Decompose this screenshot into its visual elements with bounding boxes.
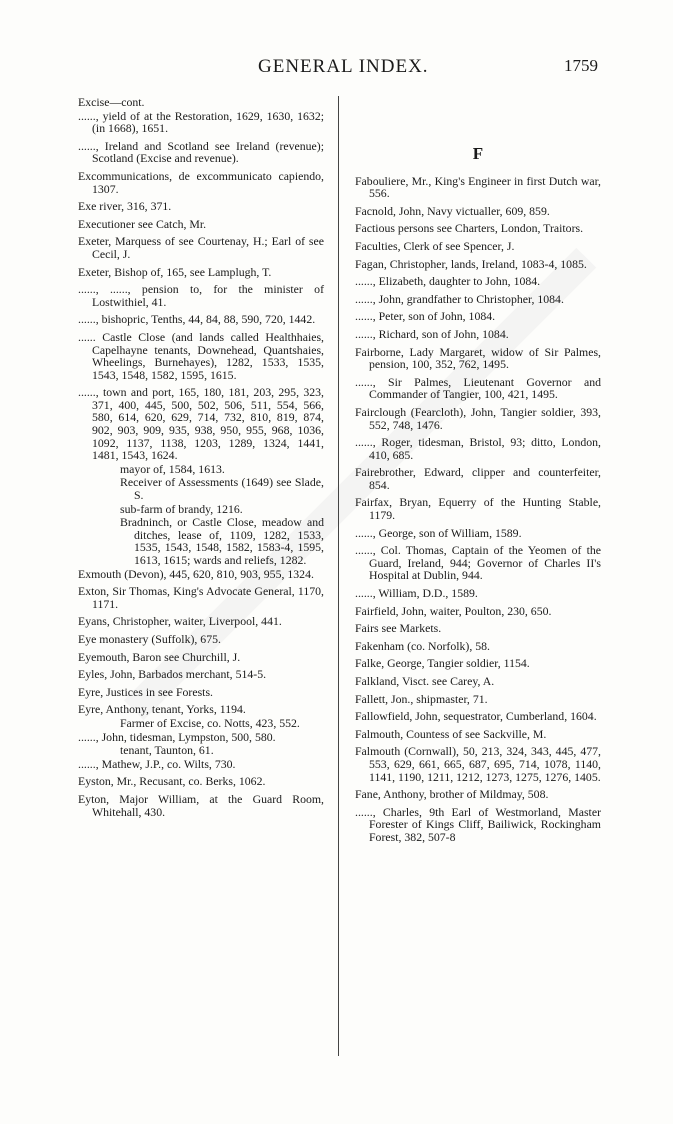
index-entry: ......, Peter, son of John, 1084. <box>355 309 496 324</box>
index-entry: ......, Charles, 9th Earl of Westmorland, Master Forester of Kings Cliff, Bailiwick, Rockingham Forest, 382, 507-8 <box>355 804 601 844</box>
index-entry: Eyton, Major William, at the Guard Room, Whitehall, 430. <box>78 791 324 819</box>
index-entry: ...... Castle Close (and lands called Healthhaies, Capelhayne tenants, Downehead, Quantshaies, Wheelings, Burnehayes), 1282, 1533, 1535, 1543, 1548, 1582, 1595, 1615. <box>78 329 324 382</box>
index-entry: ......, ......, pension to, for the minister of Lostwithiel, 41. <box>78 282 324 309</box>
index-entry: ......, John, grandfather to Christopher, 1084. <box>355 291 564 306</box>
index-entry: Eyans, Christopher, waiter, Liverpool, 441. <box>78 614 282 629</box>
index-entry: ......, bishopric, Tenths, 44, 84, 88, 590, 720, 1442. <box>78 312 316 327</box>
right-column <box>355 96 601 849</box>
index-entry: Falkland, Visct. see Carey, A. <box>355 674 495 688</box>
index-entry: Exeter, Bishop of, 165, see Lamplugh, T. <box>78 264 272 279</box>
index-entry: Fairborne, Lady Margaret, widow of Sir Palmes, pension, 100, 352, 762, 1495. <box>355 344 601 372</box>
index-entry: Receiver of Assessments (1649) see Slade, S. <box>120 475 324 503</box>
column-divider <box>338 96 339 1056</box>
index-entry: Fallowfield, John, sequestrator, Cumberland, 1604. <box>355 709 597 724</box>
index-entry: Fairfax, Bryan, Equerry of the Hunting Stable, 1179. <box>355 495 601 523</box>
index-entry: ......, William, D.D., 1589. <box>355 586 478 601</box>
section-letter: F <box>472 144 484 163</box>
index-entry: ......, Richard, son of John, 1084. <box>355 326 509 341</box>
page-number: 1759 <box>564 56 598 75</box>
index-entry: Falmouth (Cornwall), 50, 213, 324, 343, 445, 477, 553, 629, 661, 665, 687, 695, 714, 1078, 1140, 1141, 1190, 1211, 1212, 1273, 1275, 1276, 1405. <box>355 744 601 784</box>
index-entry: ......, yield of at the Restoration, 1629, 1630, 1632; (in 1668), 1651. <box>78 108 324 136</box>
index-entry: Fane, Anthony, brother of Mildmay, 508. <box>355 787 549 802</box>
index-entry: Fairclough (Fearcloth), John, Tangier soldier, 393, 552, 748, 1476. <box>355 404 601 432</box>
index-entry: Factious persons see Charters, London, Traitors. <box>355 221 584 236</box>
index-entry: Excommunications, de excommunicato capiendo, 1307. <box>78 168 324 196</box>
page-header <box>78 56 598 82</box>
index-entry: ......, town and port, 165, 180, 181, 203, 295, 323, 371, 400, 445, 500, 502, 506, 511, 554, 566, 580, 614, 620, 629, 714, 732, 810, 819, 874, 902, 903, 909, 935, 938, 950, 955, 968, 1036, 1092, 1137, 1138, 1203, 1289, 1324, 1441, 1481, 1543, 1624. <box>78 385 324 463</box>
index-entry: Eyre, Justices in see Forests. <box>78 684 213 699</box>
index-entry: Fakenham (co. Norfolk), 58. <box>355 638 490 653</box>
index-entry: Facnold, John, Navy victualler, 609, 859. <box>355 203 550 218</box>
right-entries <box>355 175 601 844</box>
index-entry: Eye monastery (Suffolk), 675. <box>78 631 221 646</box>
index-entry: tenant, Taunton, 61. <box>120 743 214 758</box>
index-entry: ......, Col. Thomas, Captain of the Yeomen of the Guard, Ireland, 944; Governor of Charles II's Hospital at Dublin, 944. <box>355 543 601 583</box>
index-entry: ......, John, tidesman, Lympston, 500, 580. <box>78 729 276 744</box>
index-entry: Fairs see Markets. <box>355 621 442 636</box>
index-entry: Exmouth (Devon), 445, 620, 810, 903, 955, 1324. <box>78 566 314 581</box>
index-entry: Exe river, 316, 371. <box>78 199 172 214</box>
index-entry: ......, George, son of William, 1589. <box>355 525 522 540</box>
index-entry: Falmouth, Countess of see Sackville, M. <box>355 726 547 741</box>
index-entry: Excise—cont. <box>78 95 145 109</box>
index-entry: mayor of, 1584, 1613. <box>120 461 225 476</box>
index-entry: Eyre, Anthony, tenant, Yorks, 1194. <box>78 702 246 717</box>
index-entry: ......, Elizabeth, daughter to John, 1084. <box>355 274 541 289</box>
index-entry: Fairfield, John, waiter, Poulton, 230, 650. <box>355 603 552 618</box>
index-entry: Fagan, Christopher, lands, Ireland, 1083-4, 1085. <box>355 256 587 271</box>
index-entry: ......, Mathew, J.P., co. Wilts, 730. <box>78 756 236 771</box>
index-entry: Bradninch, or Castle Close, meadow and ditches, lease of, 1109, 1282, 1533, 1535, 1543, 1548, 1582, 1583-4, 1595, 1613, 1615; wards and reliefs, 1282. <box>120 515 324 567</box>
index-entry: Executioner see Catch, Mr. <box>78 216 207 231</box>
index-entry: Fabouliere, Mr., King's Engineer in first Dutch war, 556. <box>355 173 601 201</box>
index-entry: sub-farm of brandy, 1216. <box>120 501 243 516</box>
index-entry: Fairebrother, Edward, clipper and counterfeiter, 854. <box>355 465 601 492</box>
index-entry: Eyston, Mr., Recusant, co. Berks, 1062. <box>78 774 266 789</box>
index-entry: Eyles, John, Barbados merchant, 514-5. <box>78 667 267 682</box>
index-entry: Falke, George, Tangier soldier, 1154. <box>355 656 530 671</box>
running-title: GENERAL INDEX. <box>258 56 429 77</box>
index-entry: Exeter, Marquess of see Courtenay, H.; Earl of see Cecil, J. <box>78 234 324 261</box>
index-entry: ......, Roger, tidesman, Bristol, 93; ditto, London, 410, 685. <box>355 435 601 462</box>
index-entry: Farmer of Excise, co. Notts, 423, 552. <box>120 715 300 730</box>
index-entry: Eyemouth, Baron see Churchill, J. <box>78 649 241 664</box>
left-column <box>78 96 324 823</box>
index-entry: ......, Sir Palmes, Lieutenant Governor and Commander of Tangier, 100, 421, 1495. <box>355 374 601 402</box>
index-entry: Faculties, Clerk of see Spencer, J. <box>355 238 515 253</box>
index-entry: Fallett, Jon., shipmaster, 71. <box>355 691 488 706</box>
index-entry: Exton, Sir Thomas, King's Advocate General, 1170, 1171. <box>78 584 324 611</box>
index-entry: ......, Ireland and Scotland see Ireland (revenue); Scotland (Excise and revenue). <box>78 138 324 166</box>
